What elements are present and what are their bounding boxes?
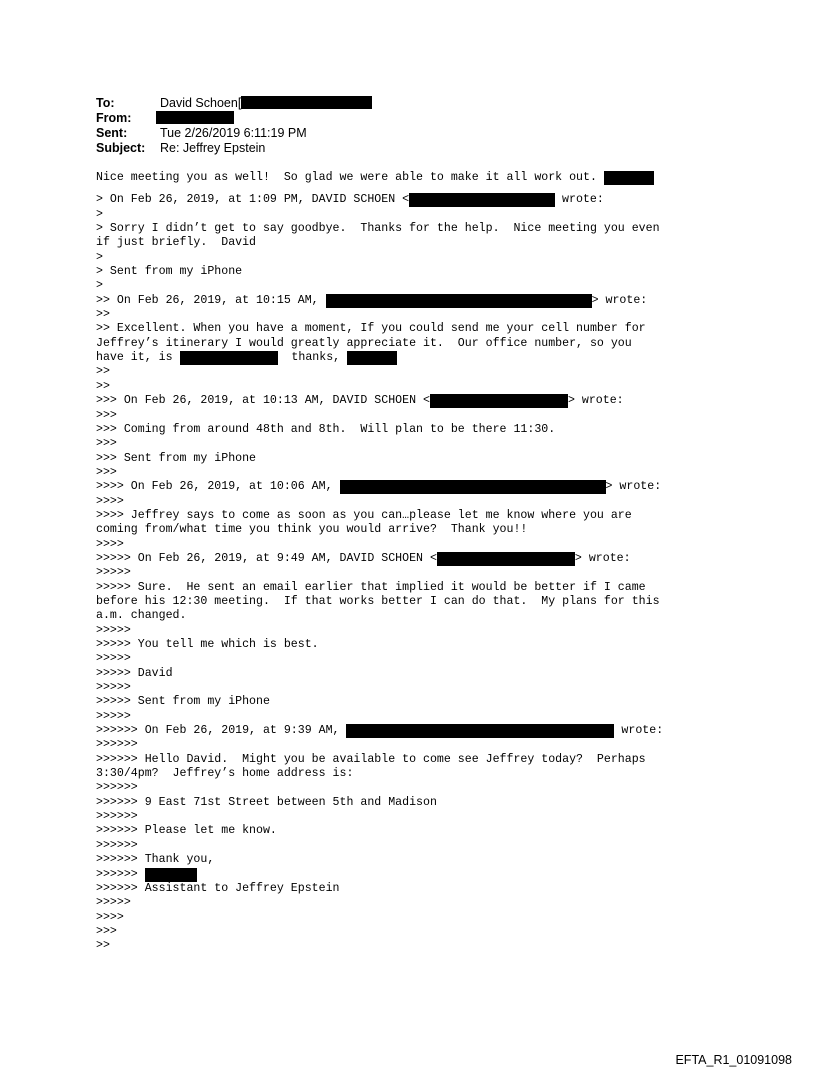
sent-row — [96, 126, 372, 141]
body-text: >> On Feb 26, 2019, at 10:15 AM, — [96, 293, 326, 307]
body-text: >>>>>> On Feb 26, 2019, at 9:39 AM, — [96, 724, 347, 738]
body-line: >> — [96, 365, 110, 379]
subject-row — [96, 141, 372, 156]
redaction-box — [326, 294, 592, 308]
redaction-box — [340, 480, 606, 494]
email-body — [96, 171, 736, 954]
body-line: >>>>> — [96, 681, 131, 695]
body-line: >>>>>> Please let me know. — [96, 824, 277, 838]
body-line: >>> — [96, 437, 117, 451]
body-text: thanks, — [277, 351, 348, 365]
body-text: >>>>> On Feb 26, 2019, at 9:49 AM, DAVID SCHOEN < — [96, 551, 437, 565]
to-label: To: — [96, 96, 115, 110]
body-line: >>>>>> 9 East 71st Street between 5th and Madison — [96, 795, 437, 809]
body-line — [96, 294, 736, 308]
body-line: > Sorry I didn’t get to say goodbye. Thanks for the help. Nice meeting you even — [96, 222, 660, 236]
body-line: >>>>> Sure. He sent an email earlier that implied it would be better if I came — [96, 580, 646, 594]
body-line: 3:30/4pm? Jeffrey’s home address is: — [96, 767, 354, 781]
body-line: >>>>> Sent from my iPhone — [96, 695, 270, 709]
from-row — [96, 111, 372, 126]
redaction-box — [604, 171, 654, 185]
body-line: >>>>> — [96, 652, 131, 666]
body-line: a.m. changed. — [96, 609, 187, 623]
body-line: >>>>>> — [96, 838, 138, 852]
body-line: >>>>> — [96, 623, 131, 637]
email-header — [96, 96, 372, 156]
body-text: > wrote: — [605, 480, 662, 494]
to-row — [96, 96, 372, 111]
body-line: >>>> Jeffrey says to come as soon as you can…please let me know where you are — [96, 508, 632, 522]
body-text: >>> On Feb 26, 2019, at 10:13 AM, DAVID SCHOEN < — [96, 394, 430, 408]
body-line: >>>>>> Thank you, — [96, 853, 215, 867]
body-text: have it, is — [96, 351, 180, 365]
body-line — [96, 193, 736, 207]
redaction-box — [409, 193, 555, 207]
body-line: >> — [96, 379, 110, 393]
body-line: >> Excellent. When you have a moment, If you could send me your cell number for — [96, 322, 646, 336]
body-line: if just briefly. David — [96, 236, 257, 250]
body-line: >>>>>> Hello David. Might you be available to come see Jeffrey today? Perhaps — [96, 752, 646, 766]
redaction-box — [437, 552, 575, 566]
redaction-box — [346, 724, 614, 738]
body-text: >>>>>> — [96, 867, 145, 881]
body-text: > wrote: — [567, 394, 624, 408]
body-line: >> — [96, 939, 110, 953]
body-line: > — [96, 279, 103, 293]
subject-value: Re: Jeffrey Epstein — [160, 141, 266, 155]
from-label: From: — [96, 111, 132, 125]
body-line: >>>>>> — [96, 810, 138, 824]
body-line — [96, 724, 736, 738]
body-line: >>>> — [96, 494, 124, 508]
redaction-box — [145, 868, 197, 882]
body-line: >>>>> — [96, 709, 131, 723]
subject-label: Subject: — [96, 141, 146, 155]
body-line: Jeffrey’s itinerary I would greatly appreciate it. Our office number, so you — [96, 336, 632, 350]
body-line: >>>> — [96, 910, 124, 924]
body-line: coming from/what time you think you would arrive? Thank you!! — [96, 523, 528, 537]
body-line: >>> — [96, 408, 117, 422]
body-line: before his 12:30 meeting. If that works better I can do that. My plans for this — [96, 594, 660, 608]
body-line — [96, 394, 736, 408]
body-text: > wrote: — [574, 551, 631, 565]
redaction-box — [241, 96, 372, 109]
document-id: EFTA_R1_01091098 — [675, 1053, 792, 1067]
body-line: >>>>> — [96, 896, 131, 910]
body-line: >>> Coming from around 48th and 8th. Will plan to be there 11:30. — [96, 422, 556, 436]
body-line: >>> — [96, 465, 117, 479]
body-line: >>> Sent from my iPhone — [96, 451, 257, 465]
redaction-box — [430, 394, 568, 408]
body-line: >>>>> David — [96, 666, 173, 680]
redaction-box — [347, 351, 397, 365]
sent-value: Tue 2/26/2019 6:11:19 PM — [160, 126, 307, 140]
body-line: > — [96, 250, 103, 264]
body-line: > Sent from my iPhone — [96, 265, 243, 279]
body-text: > On Feb 26, 2019, at 1:09 PM, DAVID SCHOEN < — [96, 193, 410, 207]
redaction-box — [156, 111, 234, 124]
body-text: wrote: — [555, 193, 604, 207]
body-line: >>>>> You tell me which is best. — [96, 638, 319, 651]
body-line — [96, 868, 736, 882]
body-text: >>>> On Feb 26, 2019, at 10:06 AM, — [96, 480, 340, 494]
body-text: > wrote: — [591, 293, 648, 307]
body-line — [96, 171, 736, 185]
to-value: David Schoen[ — [160, 96, 242, 110]
body-line: >>>>> — [96, 566, 131, 580]
body-text: wrote: — [614, 724, 664, 738]
body-line: > — [96, 207, 103, 221]
body-line: >>>>>> Assistant to Jeffrey Epstein — [96, 881, 340, 895]
redaction-box — [180, 351, 278, 365]
sent-label: Sent: — [96, 126, 128, 140]
body-line — [96, 480, 736, 494]
body-text: Nice meeting you as well! So glad we were able to make it all work out. — [96, 171, 604, 184]
body-line: >>>> — [96, 537, 124, 551]
spacer — [96, 185, 736, 193]
body-line — [96, 351, 736, 365]
body-line: >>> — [96, 924, 117, 938]
body-line: >>>>>> — [96, 781, 138, 795]
body-line — [96, 552, 736, 566]
body-line: >> — [96, 308, 110, 322]
body-line: >>>>>> — [96, 738, 138, 752]
